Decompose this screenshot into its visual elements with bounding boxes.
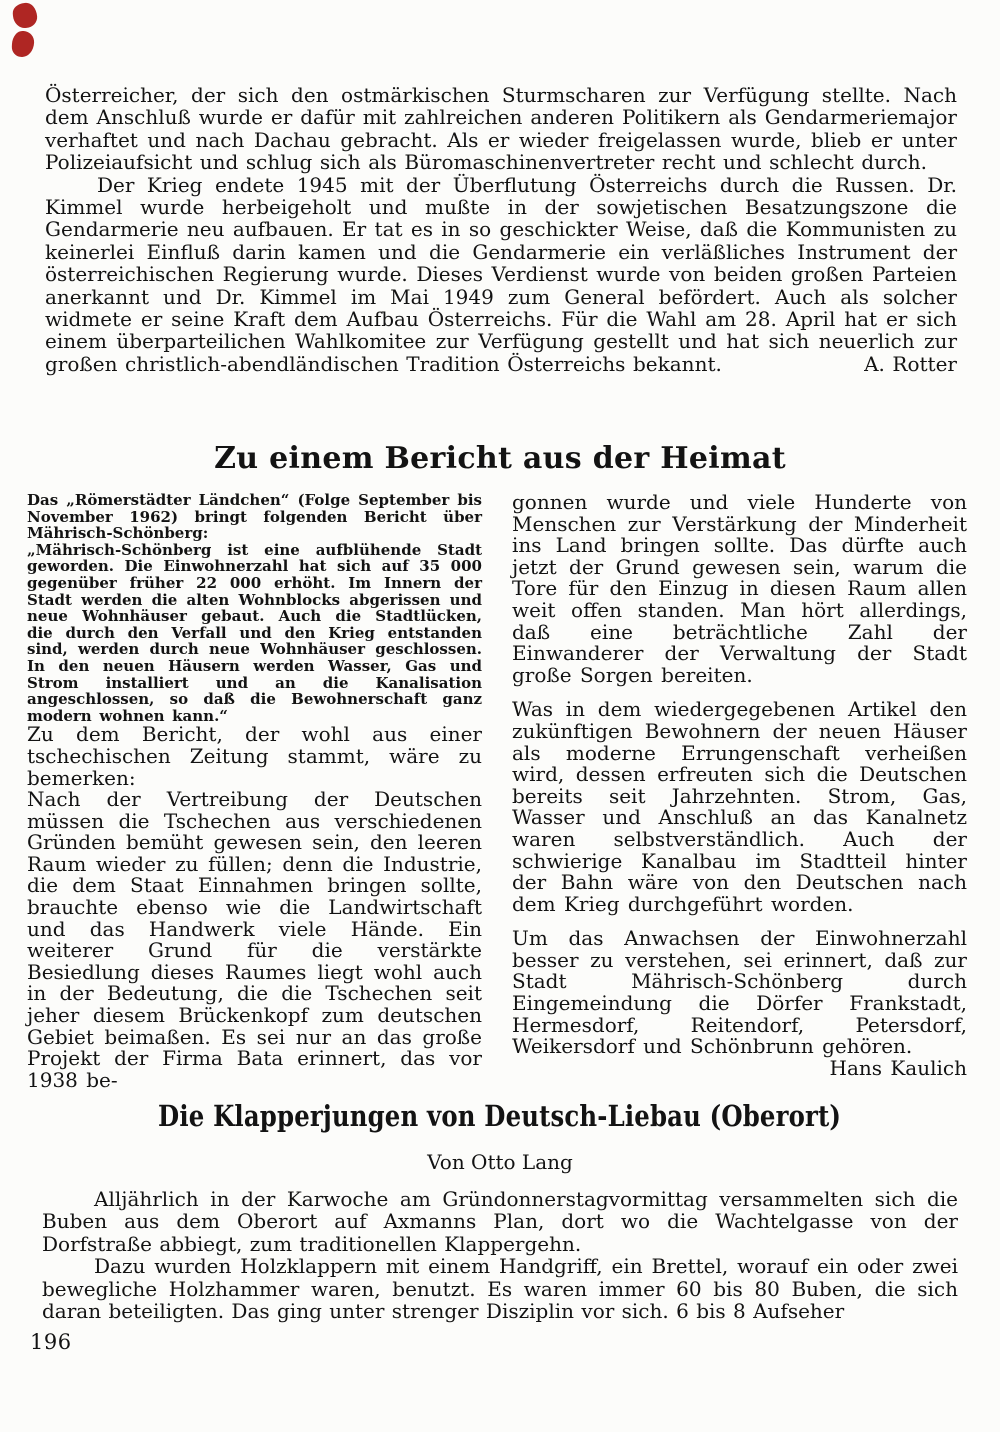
red-mark-stroke-bottom <box>11 30 34 57</box>
bericht-author-signature: Hans Kaulich <box>829 1055 967 1080</box>
kimmel-paragraph-1: Österreicher, der sich den ostmärkischen Sturmscharen zur Verfügung stellte. Nach dem Anschluß wurde er dafür mit zahlreichen anderen Politikern als Gendarmeriemajor verhaftet und nach Dachau gebracht. Als er wieder freigelassen wurde, blieb er unter Polizeiaufsicht und schlug sich als Büromaschinenvertreter recht und schlecht durch. <box>45 83 957 175</box>
klapper-paragraph-1: Alljährlich in der Karwoche am Gründonnerstagvormittag versammelten sich die Buben aus dem Oberort auf Axmanns Plan, dort wo die Wachtelgasse von der Dorfstraße abbiegt, zum traditionellen Klappergehn. <box>42 1187 958 1256</box>
page-number: 196 <box>30 1330 72 1354</box>
bericht-right-paragraph-3-text: Um das Anwachsen der Einwohnerzahl besser zu verstehen, sei erinnert, daß zur Stadt Mährisch-Schönberg durch Eingemeindung die Dörfer Frankstadt, Hermesdorf, Reitendorf, Petersdorf, Weikersdorf und Schönbrunn gehören. <box>512 926 967 1059</box>
bericht-article-columns <box>27 492 967 1091</box>
kimmel-paragraph-2 <box>45 174 957 376</box>
bericht-source-intro: Das „Römerstädter Ländchen“ (Folge September bis November 1962) bringt folgenden Bericht über Mährisch-Schönberg: <box>27 491 482 543</box>
bericht-comment-body: Nach der Vertreibung der Deutschen müssen die Tschechen aus verschiedenen Gründen bemüht gewesen sein, den leeren Raum wieder zu füllen; denn die Industrie, die dem Staat Einnahmen bringen sollte, brauchte ebenso wie die Landwirtschaft und das Handwerk viele Hände. Ein weiterer Grund für die verstärkte Besiedlung dieses Raumes liegt wohl auch in der Bedeutung, die die Tschechen seit jeher diesem Brückenkopf zum deutschen Gebiet beimaßen. Es sei nur an das große Projekt der Firma Bata erinnert, das vor 1938 be- <box>27 787 482 1092</box>
kimmel-paragraph-2-text: Der Krieg endete 1945 mit der Überflutung Österreichs durch die Russen. Dr. Kimmel wurde herbeigeholt und mußte in der sowjetischen Besatzungszone die Gendarmerie neu aufbauen. Er tat es in so geschickter Weise, daß die Kommunisten zu keinerlei Einfluß darin kamen und die Gendarmerie ein verläßliches Instrument der österreichischen Regierung wurde. Dieses Verdienst wurde von beiden großen Parteien anerkannt und Dr. Kimmel im Mai 1949 zum General befördert. Auch als solcher widmete er seine Kraft dem Aufbau Österreichs. Für die Wahl am 28. April hat er sich einem überparteilichen Wahlkomitee zur Verfügung gestellt und hat sich neuerlich zur großen christlich-abendländischen Tradition Österreichs bekannt. <box>45 172 957 376</box>
klapper-article-title-row <box>0 1099 1000 1133</box>
red-mark-stroke-top <box>12 2 38 29</box>
bericht-article-title: Zu einem Bericht aus der Heimat <box>214 441 786 476</box>
bericht-right-paragraph-2: Was in dem wiedergegebenen Artikel den zukünftigen Bewohnern der neuen Häuser als moderne Errungenschaft verheißen wird, dessen erfreuten sich die Deutschen bereits seit Jahrzehnten. Strom, Gas, Wasser und Anschluß an das Kanalnetz waren selbstverständlich. Auch der schwierige Kanalbau im Stadtteil hinter der Bahn wäre von den Deutschen nach dem Krieg durchgeführt worden. <box>512 697 967 916</box>
bericht-right-paragraph-1: gonnen wurde und viele Hunderte von Menschen zur Verstärkung der Minderheit ins Land bringen sollte. Das dürfte auch jetzt der Grund gewesen sein, warum die Tore für den Einzug in diesen Raum allen weit offen standen. Man hört allerdings, daß eine beträchtliche Zahl der Einwanderer der Verwaltung der Stadt große Sorgen bereiten. <box>512 490 967 687</box>
bericht-left-column <box>27 492 482 1091</box>
klapper-article-title: Die Klapperjungen von Deutsch-Liebau (Oberort) <box>158 1099 842 1133</box>
bericht-right-paragraph-3 <box>512 926 967 1080</box>
bericht-right-column <box>512 492 967 1091</box>
kimmel-article <box>45 84 957 375</box>
bericht-comment-lead: Zu dem Bericht, der wohl aus einer tschechischen Zeitung stammt, wäre zu bemerken: <box>27 722 482 790</box>
bericht-quoted-report: „Mährisch-Schönberg ist eine aufblühende Stadt geworden. Die Einwohnerzahl hat sich auf 35 000 gegenüber früher 22 000 erhöht. Im Innern der Stadt werden die alten Wohnblocks abgerissen und neue Wohnhäuser gebaut. Auch die Stadtlücken, die durch den Verfall und den Krieg entstanden sind, werden durch neue Wohnhäuser geschlossen. In den neuen Häusern werden Wasser, Gas und Strom installiert und an die Kanalisation angeschlossen, so daß die Bewohnerschaft ganz modern wohnen kann.“ <box>27 540 482 725</box>
klapper-article-byline: Von Otto Lang <box>427 1150 573 1174</box>
red-pencil-marks <box>0 0 60 70</box>
klapper-paragraph-2: Dazu wurden Holzklappern mit einem Handgriff, ein Brettel, worauf ein oder zwei bewegliche Holzhammer waren, benutzt. Es waren immer 60 bis 80 Buben, die sich daran beteiligten. Das ging unter strenger Disziplin vor sich. 6 bis 8 Aufseher <box>42 1254 958 1324</box>
klapper-article-body <box>42 1188 958 1322</box>
kimmel-author-signature: A. Rotter <box>864 351 957 376</box>
